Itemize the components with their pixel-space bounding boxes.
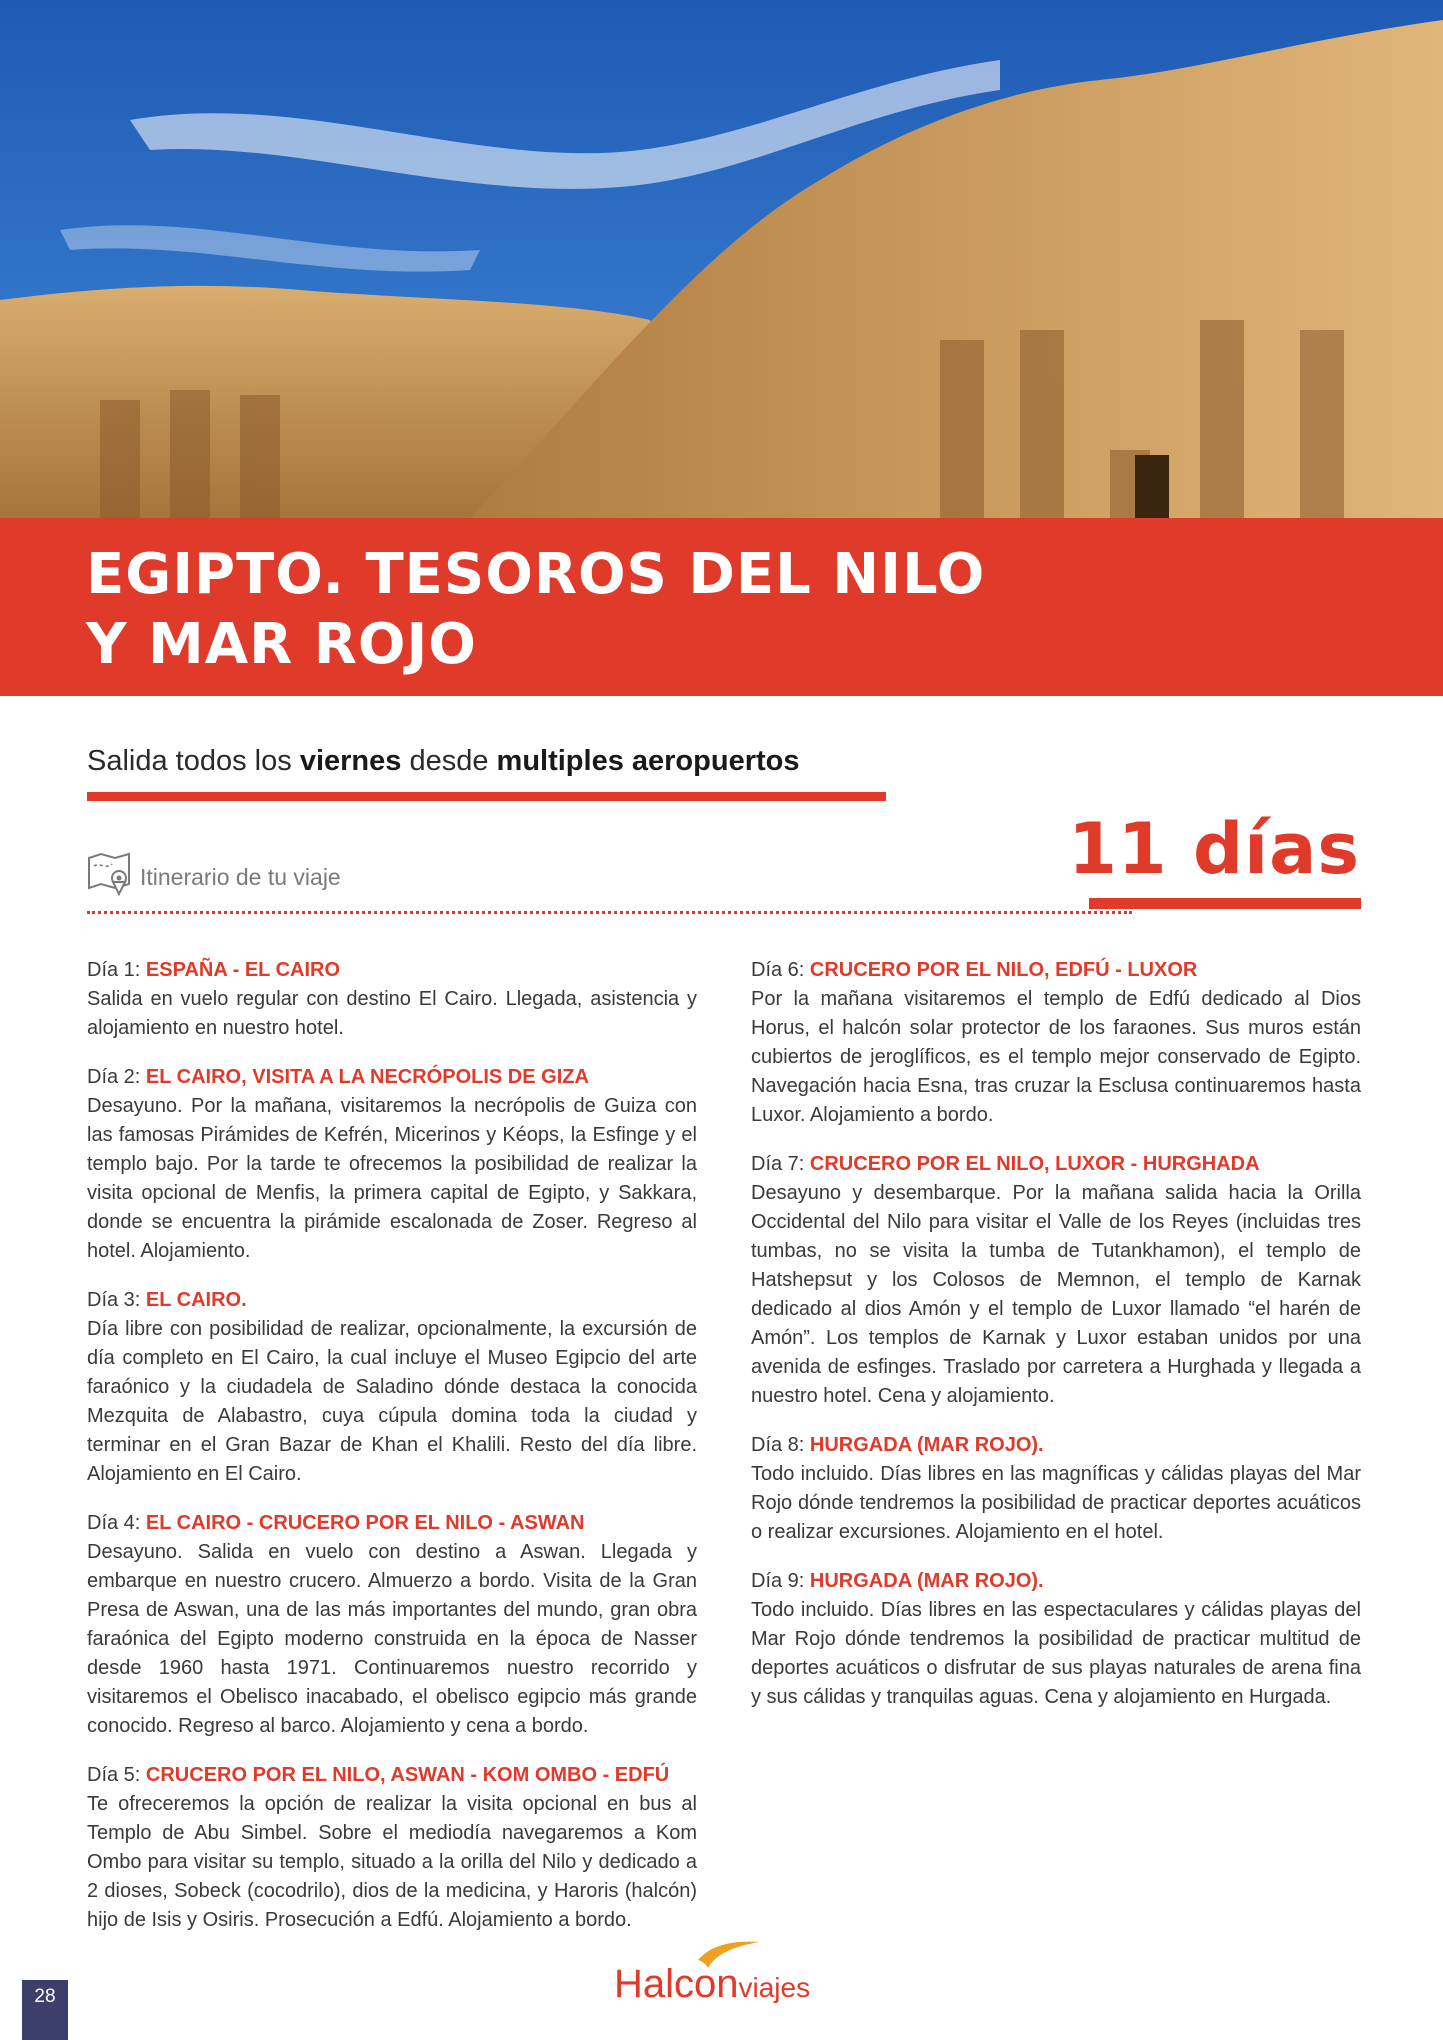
day-3-entry: [87, 1286, 697, 1489]
day-4-heading: [87, 1509, 697, 1538]
day-5-prefix: Día 5:: [87, 1764, 146, 1786]
hero-photo-abu-simbel: [0, 0, 1443, 518]
day-4-title: EL CAIRO - CRUCERO POR EL NILO - ASWAN: [145, 1512, 585, 1534]
duration-underline: [1089, 898, 1361, 909]
day-8-description: Todo incluido. Días libres en las magníficas y cálidas playas del Mar Rojo dónde tendremos la posibilidad de practicar deportes acuáticos o realizar excursiones. Alojamiento en el hotel.: [751, 1463, 1361, 1543]
day-6-entry: [751, 956, 1361, 1130]
day-6-heading: [751, 956, 1361, 985]
hero-photo-illustration: [0, 0, 1443, 518]
map-pin-icon: [86, 850, 132, 901]
day-9-description: Todo incluido. Días libres en las espectaculares y cálidas playas del Mar Rojo dónde tendremos la posibilidad de practicar multitud de deportes acuáticos o disfrutar de sus playas naturales de arena fina y sus cálidas y tranquilas aguas. Cena y alojamiento en Hurgada.: [751, 1599, 1361, 1708]
day-9-prefix: Día 9:: [751, 1570, 810, 1592]
day-1-entry: [87, 956, 697, 1043]
itinerary-column-left: [87, 956, 697, 1955]
title-banner: [0, 518, 1443, 696]
day-8-entry: [751, 1431, 1361, 1547]
day-4-entry: [87, 1509, 697, 1741]
subtitle-bold-1: viernes: [299, 745, 402, 777]
title-line-1: EGIPTO. TESOROS DEL NILO: [86, 542, 986, 607]
subtitle-underline: [87, 792, 886, 801]
halcon-viajes-logo: [612, 1940, 842, 2010]
day-7-title: CRUCERO POR EL NILO, LUXOR - HURGHADA: [809, 1153, 1260, 1175]
day-2-description: Desayuno. Por la mañana, visitaremos la necrópolis de Guiza con las famosas Pirámides de Kefrén, Micerinos y Kéops, la Esfinge y el templo bajo. Por la tarde te ofrecemos la posibilidad de realizar la visita opcional de Menfis, la primera capital de Egipto, y Sakkara, donde se encuentra la pirámide escalonada de Zoser. Regreso al hotel. Alojamiento.: [87, 1095, 697, 1262]
day-3-title: EL CAIRO.: [145, 1289, 247, 1311]
day-7-prefix: Día 7:: [751, 1153, 810, 1175]
day-2-entry: [87, 1063, 697, 1266]
page-number: 28: [22, 1980, 68, 2040]
day-1-title: ESPAÑA - EL CAIRO: [145, 959, 341, 981]
title-line-2: Y MAR ROJO: [86, 612, 477, 677]
trip-duration: 11 días: [1068, 808, 1360, 890]
day-9-heading: [751, 1567, 1361, 1596]
day-1-description: Salida en vuelo regular con destino El Cairo. Llegada, asistencia y alojamiento en nuestro hotel.: [87, 988, 697, 1039]
day-8-title: HURGADA (MAR ROJO).: [809, 1434, 1044, 1456]
day-3-prefix: Día 3:: [87, 1289, 146, 1311]
departure-subtitle: [87, 745, 800, 778]
day-2-heading: [87, 1063, 697, 1092]
day-5-heading: [87, 1761, 697, 1790]
dotted-divider: [87, 911, 1132, 914]
day-6-title: CRUCERO POR EL NILO, EDFÚ - LUXOR: [809, 959, 1198, 981]
day-4-description: Desayuno. Salida en vuelo con destino a Aswan. Llegada y embarque en nuestro crucero. Almuerzo a bordo. Visita de la Gran Presa de Aswan, una de las más importantes del mundo, gran obra faraónica del Egipto moderno construida en la época de Nasser desde 1960 hasta 1971. Continuaremos nuestro recorrido y visitaremos el Obelisco inacabado, el obelisco egipcio más grande conocido. Regreso al barco. Alojamiento y cena a bordo.: [87, 1541, 697, 1737]
day-2-title: EL CAIRO, VISITA A LA NECRÓPOLIS DE GIZA: [145, 1066, 589, 1088]
day-3-description: Día libre con posibilidad de realizar, opcionalmente, la excursión de día completo en El Cairo, la cual incluye el Museo Egipcio del arte faraónico y la ciudadela de Saladino dónde destaca la conocida Mezquita de Alabastro, cuya cúpula domina toda la ciudad y terminar en el Gran Bazar de Khan el Khalili. Resto del día libre. Alojamiento en El Cairo.: [87, 1318, 697, 1485]
logo-wordmark: [614, 1962, 810, 2007]
day-7-entry: [751, 1150, 1361, 1411]
day-5-title: CRUCERO POR EL NILO, ASWAN - KOM OMBO - EDFÚ: [145, 1764, 670, 1786]
logo-main: Halcon: [614, 1962, 739, 2006]
day-7-description: Desayuno y desembarque. Por la mañana salida hacia la Orilla Occidental del Nilo para visitar el Valle de los Reyes (incluidas tres tumbas, no se visita la tumba de Tutankhamon), el templo de Hatshepsut y los Colosos de Memnon, el templo de Karnak dedicado al dios Amón y el templo de Luxor llamado “el harén de Amón”. Los templos de Karnak y Luxor estaban unidos por una avenida de esfinges. Traslado por carretera a Hurghada y llegada a nuestro hotel. Cena y alojamiento.: [751, 1182, 1361, 1407]
day-9-entry: [751, 1567, 1361, 1712]
day-6-prefix: Día 6:: [751, 959, 810, 981]
page-title: [86, 540, 985, 680]
day-8-heading: [751, 1431, 1361, 1460]
day-7-heading: [751, 1150, 1361, 1179]
day-5-entry: [87, 1761, 697, 1935]
day-4-prefix: Día 4:: [87, 1512, 146, 1534]
day-5-description: Te ofreceremos la opción de realizar la visita opcional en bus al Templo de Abu Simbel. Sobre el mediodía navegaremos a Kom Ombo para visitar su templo, situado a la orilla del Nilo y dedicado a 2 dioses, Sobeck (cocodrilo), dios de la medicina, y Haroris (halcón) hijo de Isis y Osiris. Prosecución a Edfú. Alojamiento a bordo.: [87, 1793, 697, 1931]
day-8-prefix: Día 8:: [751, 1434, 810, 1456]
subtitle-text-2: desde: [401, 745, 497, 777]
subtitle-text-1: Salida todos los: [87, 745, 300, 777]
day-2-prefix: Día 2:: [87, 1066, 146, 1088]
itinerary-label: Itinerario de tu viaje: [140, 864, 341, 890]
day-1-prefix: Día 1:: [87, 959, 146, 981]
day-9-title: HURGADA (MAR ROJO).: [809, 1570, 1044, 1592]
day-3-heading: [87, 1286, 697, 1315]
subtitle-bold-2: multiples aeropuertos: [496, 745, 800, 777]
day-6-description: Por la mañana visitaremos el templo de Edfú dedicado al Dios Horus, el halcón solar protector de los faraones. Sus muros están cubiertos de jeroglíficos, es el templo mejor conservado de Egipto. Navegación hacia Esna, tras cruzar la Esclusa continuaremos hasta Luxor. Alojamiento a bordo.: [751, 988, 1361, 1126]
day-1-heading: [87, 956, 697, 985]
itinerary-column-right: [751, 956, 1361, 1732]
logo-sub: viajes: [738, 1972, 811, 2003]
